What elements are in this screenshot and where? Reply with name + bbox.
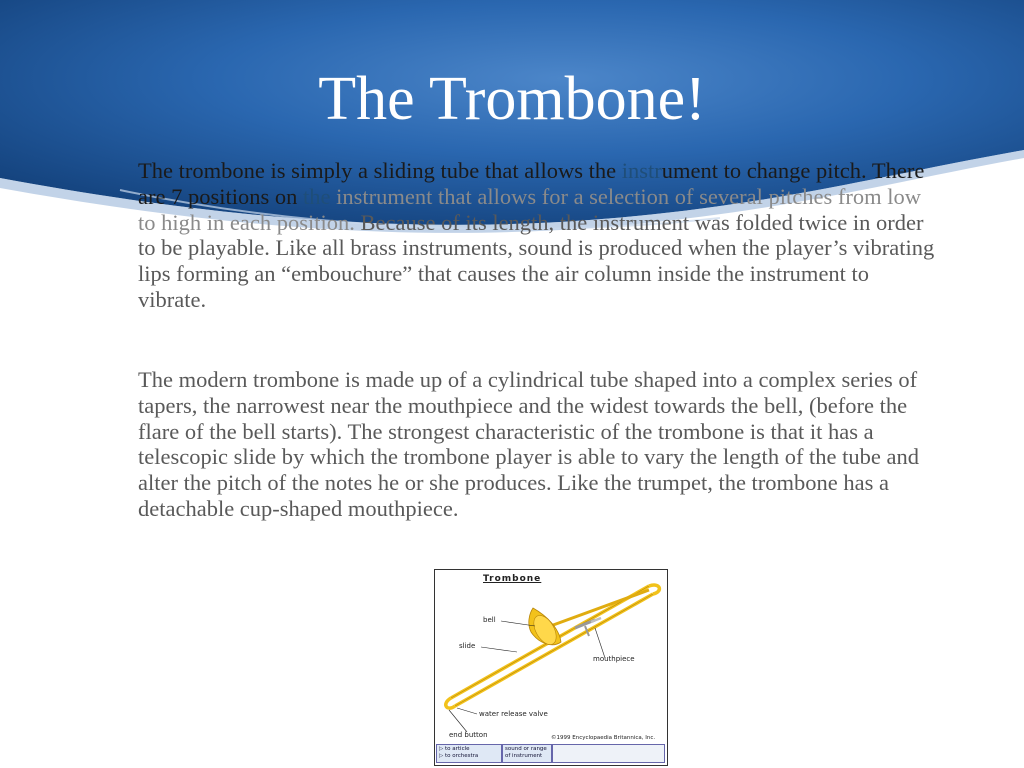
paragraph-intro	[138, 158, 938, 313]
to-orchestra-link[interactable]: ▷ to orchestra	[439, 753, 479, 759]
nav-links-article-orchestra	[436, 744, 502, 763]
sound-or-range-button[interactable]	[502, 744, 552, 763]
diagram-nav-bar	[436, 744, 665, 763]
paragraph-modern-trombone: The modern trombone is made up of a cylindrical tube shaped into a complex series of tapers, the narrowest near the mouthpiece and the widest towards the bell, (before the flare of the bell starts). The strongest characteristic of the trombone is that it has a telescopic slide by which the trombone player is able to vary the length of the tube and alter the pitch of the notes he or she produces. Like the trumpet, the trombone has a detachable cup-shaped mouthpiece.	[138, 367, 920, 521]
intro-text-highlight: instr	[621, 158, 662, 183]
label-mouthpiece: mouthpiece	[593, 655, 635, 663]
sound-or-range-label: sound or range	[505, 746, 547, 752]
of-instrument-label: of instrument	[505, 753, 543, 759]
intro-text-faded: instrument that allows for a selection of several pitches from low to high in each position.	[138, 183, 921, 235]
trombone-diagram	[434, 569, 668, 766]
label-slide: slide	[459, 642, 476, 650]
slide-title: The Trombone!	[318, 65, 706, 133]
intro-text-start: The trombone is simply a sliding tube that allows the	[138, 158, 622, 183]
diagram-title: Trombone	[483, 574, 542, 584]
label-end-button: end button	[449, 731, 488, 739]
label-water-release-valve: water release valve	[479, 710, 548, 718]
intro-text-mid: ument to change pitch. There are 7 positions on	[138, 158, 925, 209]
copyright-notice: ©1999 Encyclopaedia Britannica, Inc.	[551, 735, 656, 741]
intro-text-end: Because of its length, the instrument was folded twice in order to be playable. Like all brass instruments, sound is produced when the player’s vibrating lips forming an “embouchure” that causes the air column inside the instrument to vibrate.	[138, 209, 935, 312]
nav-spacer	[552, 744, 665, 763]
intro-text-highlight-2: the	[302, 183, 331, 209]
label-bell: bell	[483, 616, 496, 624]
to-article-link[interactable]: ▷ to article	[439, 746, 470, 752]
